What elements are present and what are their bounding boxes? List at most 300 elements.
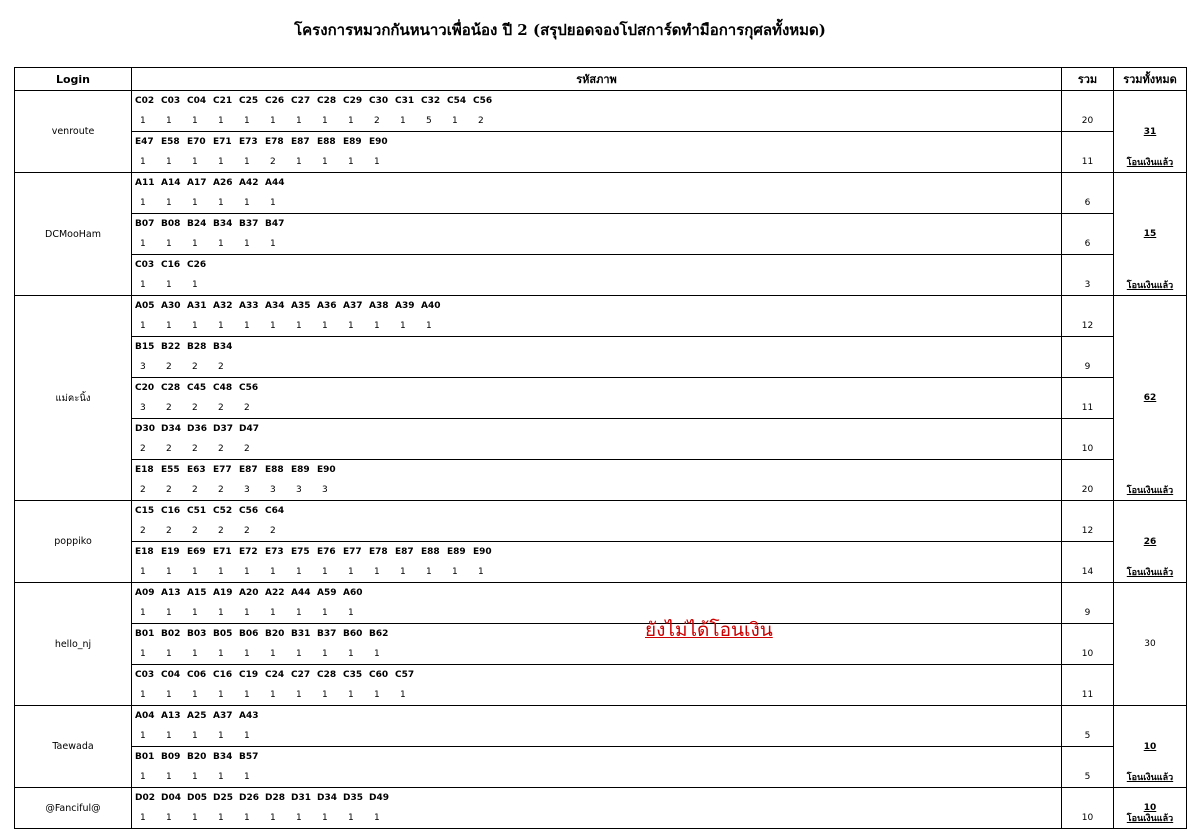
quantity: 1: [400, 690, 406, 700]
picture-code: E90: [369, 137, 388, 147]
member-total: 26: [1143, 536, 1157, 547]
picture-codes-line: [135, 91, 1061, 111]
codes-cell: [132, 501, 1062, 542]
quantity: 1: [452, 116, 458, 126]
quantity: 2: [166, 485, 172, 495]
quantity: 1: [166, 157, 172, 167]
login-cell: hello_nj: [15, 583, 132, 706]
quantity: 2: [218, 362, 224, 372]
sum-cell: [1062, 296, 1114, 337]
quantity: 1: [296, 116, 302, 126]
member-total: 10: [1143, 741, 1157, 752]
quantity: 1: [348, 690, 354, 700]
picture-code: E73: [265, 547, 284, 557]
picture-code: C26: [265, 96, 285, 106]
group-sum: 11: [1081, 690, 1094, 700]
picture-code: B22: [161, 342, 181, 352]
quantity: 1: [192, 157, 198, 167]
sum-cell: [1062, 91, 1114, 132]
picture-codes-line: [135, 542, 1061, 562]
group-sum: 6: [1084, 198, 1091, 208]
picture-code: B20: [187, 752, 207, 762]
picture-code: E63: [187, 465, 206, 475]
quantity: 1: [348, 813, 354, 823]
quantity: 1: [374, 157, 380, 167]
picture-code: D31: [291, 793, 311, 803]
picture-code: A44: [291, 588, 311, 598]
codes-cell: [132, 378, 1062, 419]
quantity: 3: [296, 485, 302, 495]
quantity: 1: [270, 198, 276, 208]
quantity-line: [135, 521, 1061, 541]
picture-code: B02: [161, 629, 181, 639]
quantity: 1: [166, 567, 172, 577]
quantity: 1: [270, 116, 276, 126]
picture-code: C19: [239, 670, 259, 680]
quantity: 1: [192, 813, 198, 823]
total-cell: [1114, 583, 1187, 706]
total-cell: [1114, 173, 1187, 296]
quantity: 1: [374, 690, 380, 700]
picture-code: D02: [135, 793, 155, 803]
quantity: 1: [244, 157, 250, 167]
quantity-line: [135, 685, 1061, 705]
picture-code: A33: [239, 301, 259, 311]
quantity: 1: [140, 608, 146, 618]
table-row: [15, 583, 1187, 624]
quantity: 1: [296, 608, 302, 618]
paid-note: โอนเงินแล้ว: [1126, 773, 1174, 783]
quantity: 1: [426, 321, 432, 331]
picture-codes-line: [135, 255, 1061, 275]
table-row: [15, 132, 1187, 173]
quantity: 1: [374, 321, 380, 331]
quantity: 1: [348, 157, 354, 167]
header-total: รวมทั้งหมด: [1114, 68, 1187, 91]
group-sum: 5: [1084, 731, 1091, 741]
sum-cell: [1062, 214, 1114, 255]
picture-code: C56: [239, 506, 259, 516]
picture-code: C26: [187, 260, 207, 270]
picture-code: E58: [161, 137, 180, 147]
total-cell: [1114, 501, 1187, 583]
quantity: 1: [140, 772, 146, 782]
picture-code: B28: [187, 342, 207, 352]
picture-code: E87: [239, 465, 258, 475]
picture-code: C29: [343, 96, 363, 106]
quantity: 1: [166, 772, 172, 782]
picture-codes-line: [135, 583, 1061, 603]
table-row: [15, 501, 1187, 542]
quantity-line: [135, 398, 1061, 418]
picture-code: E76: [317, 547, 336, 557]
picture-code: D37: [213, 424, 233, 434]
quantity: 2: [218, 444, 224, 454]
picture-code: E71: [213, 547, 232, 557]
quantity: 1: [296, 649, 302, 659]
picture-code: C16: [213, 670, 233, 680]
sum-cell: [1062, 132, 1114, 173]
quantity: 1: [140, 157, 146, 167]
quantity: 1: [322, 321, 328, 331]
quantity: 1: [296, 813, 302, 823]
quantity-line: [135, 726, 1061, 746]
picture-code: E90: [317, 465, 336, 475]
picture-code: E78: [369, 547, 388, 557]
picture-code: C16: [161, 260, 181, 270]
total-cell: [1114, 788, 1187, 829]
quantity: 2: [192, 526, 198, 536]
quantity: 1: [348, 321, 354, 331]
quantity: 1: [322, 116, 328, 126]
quantity: 1: [348, 608, 354, 618]
quantity: 1: [374, 567, 380, 577]
paid-note: โอนเงินแล้ว: [1126, 486, 1174, 496]
quantity-line: [135, 234, 1061, 254]
quantity: 1: [244, 567, 250, 577]
picture-code: E55: [161, 465, 180, 475]
total-cell: [1114, 296, 1187, 501]
picture-code: A36: [317, 301, 337, 311]
quantity: 1: [166, 198, 172, 208]
picture-codes-line: [135, 419, 1061, 439]
picture-code: C02: [135, 96, 155, 106]
sum-cell: [1062, 255, 1114, 296]
table-row: [15, 337, 1187, 378]
sum-cell: [1062, 583, 1114, 624]
sum-cell: [1062, 378, 1114, 419]
sum-cell: [1062, 173, 1114, 214]
picture-code: D28: [265, 793, 285, 803]
table-row: [15, 173, 1187, 214]
picture-code: E78: [265, 137, 284, 147]
group-sum: 10: [1081, 649, 1094, 659]
quantity: 1: [322, 157, 328, 167]
quantity-line: [135, 152, 1061, 172]
picture-code: D26: [239, 793, 259, 803]
picture-code: A17: [187, 178, 207, 188]
quantity: 2: [270, 157, 276, 167]
quantity: 1: [322, 690, 328, 700]
codes-cell: [132, 747, 1062, 788]
picture-code: D34: [161, 424, 181, 434]
quantity: 1: [400, 321, 406, 331]
picture-code: C24: [265, 670, 285, 680]
header-row: [15, 68, 1187, 91]
picture-code: B03: [187, 629, 207, 639]
quantity: 1: [218, 772, 224, 782]
picture-code: A26: [213, 178, 233, 188]
quantity-line: [135, 767, 1061, 787]
quantity: 1: [140, 321, 146, 331]
picture-code: C52: [213, 506, 233, 516]
quantity: 1: [244, 731, 250, 741]
picture-code: B57: [239, 752, 259, 762]
picture-code: B24: [187, 219, 207, 229]
codes-cell: [132, 665, 1062, 706]
picture-code: C30: [369, 96, 389, 106]
quantity: 1: [140, 731, 146, 741]
picture-code: C21: [213, 96, 233, 106]
quantity: 1: [192, 198, 198, 208]
quantity: 1: [244, 198, 250, 208]
picture-code: E89: [343, 137, 362, 147]
quantity: 1: [244, 772, 250, 782]
table-row: [15, 255, 1187, 296]
picture-code: C04: [187, 96, 207, 106]
paid-note: โอนเงินแล้ว: [1126, 281, 1174, 291]
picture-code: B20: [265, 629, 285, 639]
picture-code: D34: [317, 793, 337, 803]
picture-codes-line: [135, 665, 1061, 685]
sum-cell: [1062, 706, 1114, 747]
picture-code: A38: [369, 301, 389, 311]
quantity: 1: [322, 567, 328, 577]
quantity: 1: [348, 567, 354, 577]
picture-code: A60: [343, 588, 363, 598]
picture-code: C03: [161, 96, 181, 106]
total-cell: [1114, 706, 1187, 788]
picture-code: B34: [213, 219, 233, 229]
picture-code: C06: [187, 670, 207, 680]
quantity: 1: [166, 690, 172, 700]
picture-code: A34: [265, 301, 285, 311]
group-sum: 12: [1081, 526, 1094, 536]
picture-code: E90: [473, 547, 492, 557]
picture-code: A15: [187, 588, 207, 598]
picture-code: D05: [187, 793, 207, 803]
picture-code: E69: [187, 547, 206, 557]
quantity: 1: [322, 608, 328, 618]
picture-codes-line: [135, 296, 1061, 316]
picture-code: B05: [213, 629, 233, 639]
member-total: 10: [1143, 803, 1157, 813]
group-sum: 10: [1081, 813, 1094, 823]
codes-cell: [132, 173, 1062, 214]
quantity: 1: [270, 321, 276, 331]
header-codes: รหัสภาพ: [132, 68, 1062, 91]
group-sum: 20: [1081, 485, 1094, 495]
picture-code: A04: [135, 711, 155, 721]
quantity-line: [135, 275, 1061, 295]
picture-code: C56: [239, 383, 259, 393]
quantity: 3: [140, 403, 146, 413]
group-sum: 6: [1084, 239, 1091, 249]
quantity: 1: [374, 813, 380, 823]
quantity: 2: [140, 526, 146, 536]
paid-note: โอนเงินแล้ว: [1126, 158, 1174, 168]
quantity: 2: [140, 485, 146, 495]
quantity: 1: [348, 649, 354, 659]
quantity: 1: [218, 321, 224, 331]
picture-codes-line: [135, 132, 1061, 152]
quantity: 1: [166, 649, 172, 659]
picture-code: C32: [421, 96, 441, 106]
login-cell: @Fanciful@: [15, 788, 132, 829]
picture-code: C31: [395, 96, 415, 106]
group-sum: 3: [1084, 280, 1091, 290]
quantity: 1: [218, 731, 224, 741]
quantity: 2: [244, 526, 250, 536]
picture-code: B06: [239, 629, 259, 639]
picture-code: E87: [395, 547, 414, 557]
codes-cell: [132, 214, 1062, 255]
picture-code: E88: [317, 137, 336, 147]
quantity: 1: [218, 567, 224, 577]
quantity: 1: [192, 239, 198, 249]
picture-code: E75: [291, 547, 310, 557]
sum-cell: [1062, 337, 1114, 378]
codes-cell: [132, 624, 1062, 665]
quantity: 1: [270, 690, 276, 700]
quantity: 1: [218, 690, 224, 700]
picture-codes-line: [135, 706, 1061, 726]
quantity: 2: [166, 403, 172, 413]
picture-code: B01: [135, 629, 155, 639]
group-sum: 9: [1084, 362, 1091, 372]
quantity: 1: [140, 567, 146, 577]
picture-codes-line: [135, 173, 1061, 193]
quantity: 1: [374, 649, 380, 659]
codes-cell: [132, 788, 1062, 829]
picture-code: A37: [213, 711, 233, 721]
quantity-line: [135, 193, 1061, 213]
quantity: 1: [244, 690, 250, 700]
codes-cell: [132, 460, 1062, 501]
login-cell: DCMooHam: [15, 173, 132, 296]
group-sum: 12: [1081, 321, 1094, 331]
quantity: 2: [166, 362, 172, 372]
quantity: 1: [244, 608, 250, 618]
quantity: 1: [478, 567, 484, 577]
unpaid-note: ยังไม่ได้โอนเงิน: [645, 619, 773, 641]
quantity-line: [135, 808, 1061, 828]
header-login: Login: [15, 68, 132, 91]
paid-note: โอนเงินแล้ว: [1126, 814, 1174, 824]
quantity: 1: [244, 813, 250, 823]
picture-code: A39: [395, 301, 415, 311]
picture-code: E18: [135, 547, 154, 557]
picture-code: C60: [369, 670, 389, 680]
picture-code: C03: [135, 260, 155, 270]
quantity: 1: [140, 649, 146, 659]
quantity: 1: [400, 116, 406, 126]
picture-code: D36: [187, 424, 207, 434]
picture-codes-line: [135, 624, 1061, 644]
quantity: 1: [166, 321, 172, 331]
quantity: 1: [322, 813, 328, 823]
quantity: 1: [218, 116, 224, 126]
picture-codes-line: [135, 501, 1061, 521]
quantity: 1: [140, 690, 146, 700]
table-row: [15, 747, 1187, 788]
codes-cell: [132, 583, 1062, 624]
codes-cell: [132, 255, 1062, 296]
table-row: [15, 378, 1187, 419]
quantity: 1: [452, 567, 458, 577]
quantity: 2: [166, 526, 172, 536]
quantity: 1: [192, 116, 198, 126]
quantity: 1: [140, 116, 146, 126]
quantity: 1: [166, 608, 172, 618]
quantity: 2: [166, 444, 172, 454]
picture-codes-line: [135, 788, 1061, 808]
quantity: 1: [270, 649, 276, 659]
quantity: 2: [140, 444, 146, 454]
picture-code: C28: [317, 96, 337, 106]
quantity: 1: [244, 116, 250, 126]
picture-code: D25: [213, 793, 233, 803]
table-row: [15, 214, 1187, 255]
quantity-line: [135, 439, 1061, 459]
quantity: 1: [192, 690, 198, 700]
table-row: [15, 665, 1187, 706]
picture-code: B08: [161, 219, 181, 229]
sum-cell: [1062, 542, 1114, 583]
picture-code: A31: [187, 301, 207, 311]
sum-cell: [1062, 665, 1114, 706]
picture-code: D04: [161, 793, 181, 803]
quantity: 1: [192, 321, 198, 331]
quantity: 2: [218, 526, 224, 536]
member-total: 62: [1143, 393, 1157, 403]
paid-note: โอนเงินแล้ว: [1126, 568, 1174, 578]
sum-cell: [1062, 747, 1114, 788]
quantity: 1: [322, 649, 328, 659]
group-sum: 11: [1081, 157, 1094, 167]
picture-code: C27: [291, 96, 311, 106]
picture-code: A09: [135, 588, 155, 598]
quantity: 2: [192, 403, 198, 413]
picture-code: A40: [421, 301, 441, 311]
login-cell: Taewada: [15, 706, 132, 788]
picture-code: E89: [291, 465, 310, 475]
quantity: 2: [218, 485, 224, 495]
group-sum: 11: [1081, 403, 1094, 413]
picture-code: C35: [343, 670, 363, 680]
picture-code: A25: [187, 711, 207, 721]
quantity: 2: [192, 444, 198, 454]
quantity: 1: [218, 198, 224, 208]
picture-code: E77: [213, 465, 232, 475]
picture-code: C48: [213, 383, 233, 393]
quantity: 2: [270, 526, 276, 536]
quantity: 1: [140, 280, 146, 290]
group-sum: 14: [1081, 567, 1094, 577]
picture-code: A32: [213, 301, 233, 311]
sum-cell: [1062, 501, 1114, 542]
quantity: 1: [296, 321, 302, 331]
quantity-line: [135, 562, 1061, 582]
group-sum: 20: [1081, 116, 1094, 126]
quantity: 1: [166, 239, 172, 249]
picture-code: E47: [135, 137, 154, 147]
quantity: 1: [218, 157, 224, 167]
quantity: 1: [270, 567, 276, 577]
sum-cell: [1062, 624, 1114, 665]
quantity: 1: [348, 116, 354, 126]
picture-codes-line: [135, 378, 1061, 398]
quantity: 3: [140, 362, 146, 372]
picture-code: B34: [213, 752, 233, 762]
codes-cell: [132, 337, 1062, 378]
picture-code: E18: [135, 465, 154, 475]
codes-cell: [132, 419, 1062, 460]
picture-code: E87: [291, 137, 310, 147]
picture-code: C04: [161, 670, 181, 680]
codes-cell: [132, 91, 1062, 132]
quantity: 1: [140, 239, 146, 249]
